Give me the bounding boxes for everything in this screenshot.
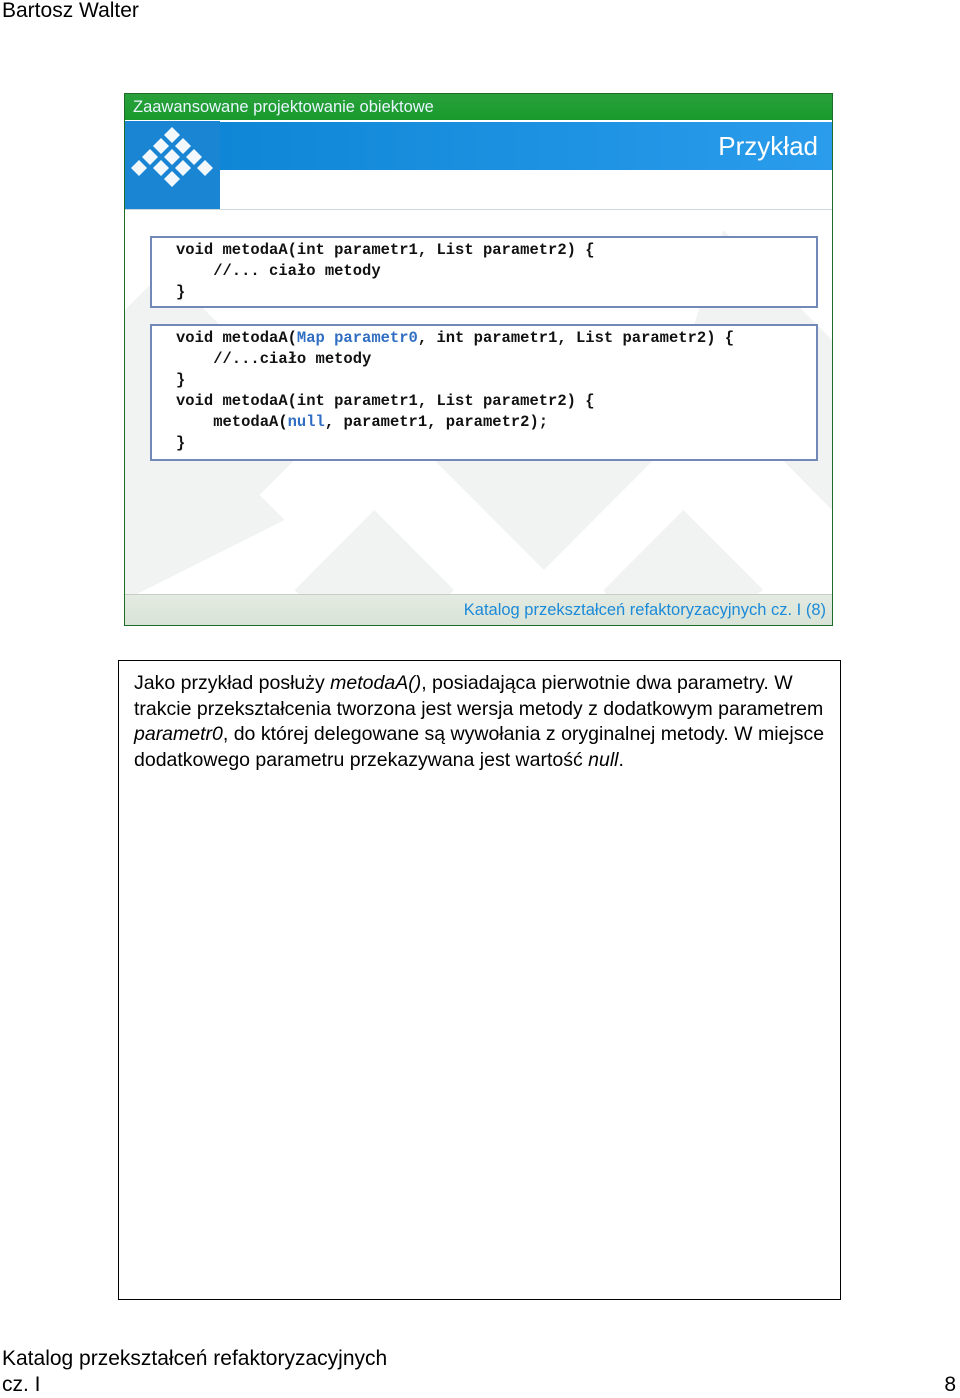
logo-grid-icon <box>125 121 220 209</box>
code-highlight: null <box>287 413 325 431</box>
uczelnia-online-logo <box>125 121 220 230</box>
code-text: , int parametr1, List parametr2) { <box>417 329 735 347</box>
slide-title-bar <box>220 122 832 170</box>
code-line <box>152 328 816 349</box>
code-text: void metodaA( <box>176 329 297 347</box>
code-line: } <box>176 283 186 301</box>
code-line: //... ciało metody <box>176 262 381 280</box>
code-line: } <box>176 434 186 452</box>
notes-box <box>118 660 841 1300</box>
notes-code-ref: null <box>588 748 619 771</box>
logo-line-1: UCZELNIA <box>155 212 199 222</box>
notes-segment: , do której delegowane są wywołania z oryginalnej metody. W miejsce dodatkowego parametru przekazywana jest wartość <box>134 723 825 771</box>
notes-segment: . <box>618 748 624 771</box>
code-block-original <box>150 236 818 308</box>
code-block-refactored <box>150 324 818 461</box>
slide <box>124 93 833 626</box>
notes-code-ref: metodaA() <box>330 672 422 694</box>
page-footer-part: cz. I <box>2 1373 41 1396</box>
code-text: metodaA( <box>176 413 288 431</box>
page-footer-title: Katalog przekształceń refaktoryzacyjnych <box>2 1347 388 1370</box>
notes-segment: , posiadająca pierwotnie dwa parametry. W trakcie przekształcenia tworzona jest wersja metody z dodatkowym parametrem <box>134 672 824 720</box>
notes-segment: Jako przykład posłuży <box>134 672 331 694</box>
slide-title: Przykład <box>718 131 818 161</box>
slide-footer <box>125 594 832 625</box>
page-footer <box>2 1346 387 1398</box>
code-line: void metodaA(int parametr1, List parametr2) { <box>176 241 595 259</box>
notes-code-ref: parametr0 <box>134 723 223 745</box>
notes-text <box>134 671 834 773</box>
code-text: , parametr1, parametr2); <box>324 413 549 431</box>
page-number: 8 <box>944 1373 956 1396</box>
code-line: void metodaA(int parametr1, List parametr2) { <box>176 392 595 410</box>
code-highlight: Map parametr0 <box>296 329 418 347</box>
logo-line-2: ONLINE <box>163 223 191 230</box>
slide-footer-text: Katalog przekształceń refaktoryzacyjnych cz. I (8) <box>463 601 826 619</box>
code-line: } <box>176 371 186 389</box>
page-header-author: Bartosz Walter <box>2 0 139 22</box>
code-line <box>152 412 816 433</box>
slide-course-title: Zaawansowane projektowanie obiektowe <box>125 94 832 120</box>
code-line: //...ciało metody <box>176 350 372 368</box>
